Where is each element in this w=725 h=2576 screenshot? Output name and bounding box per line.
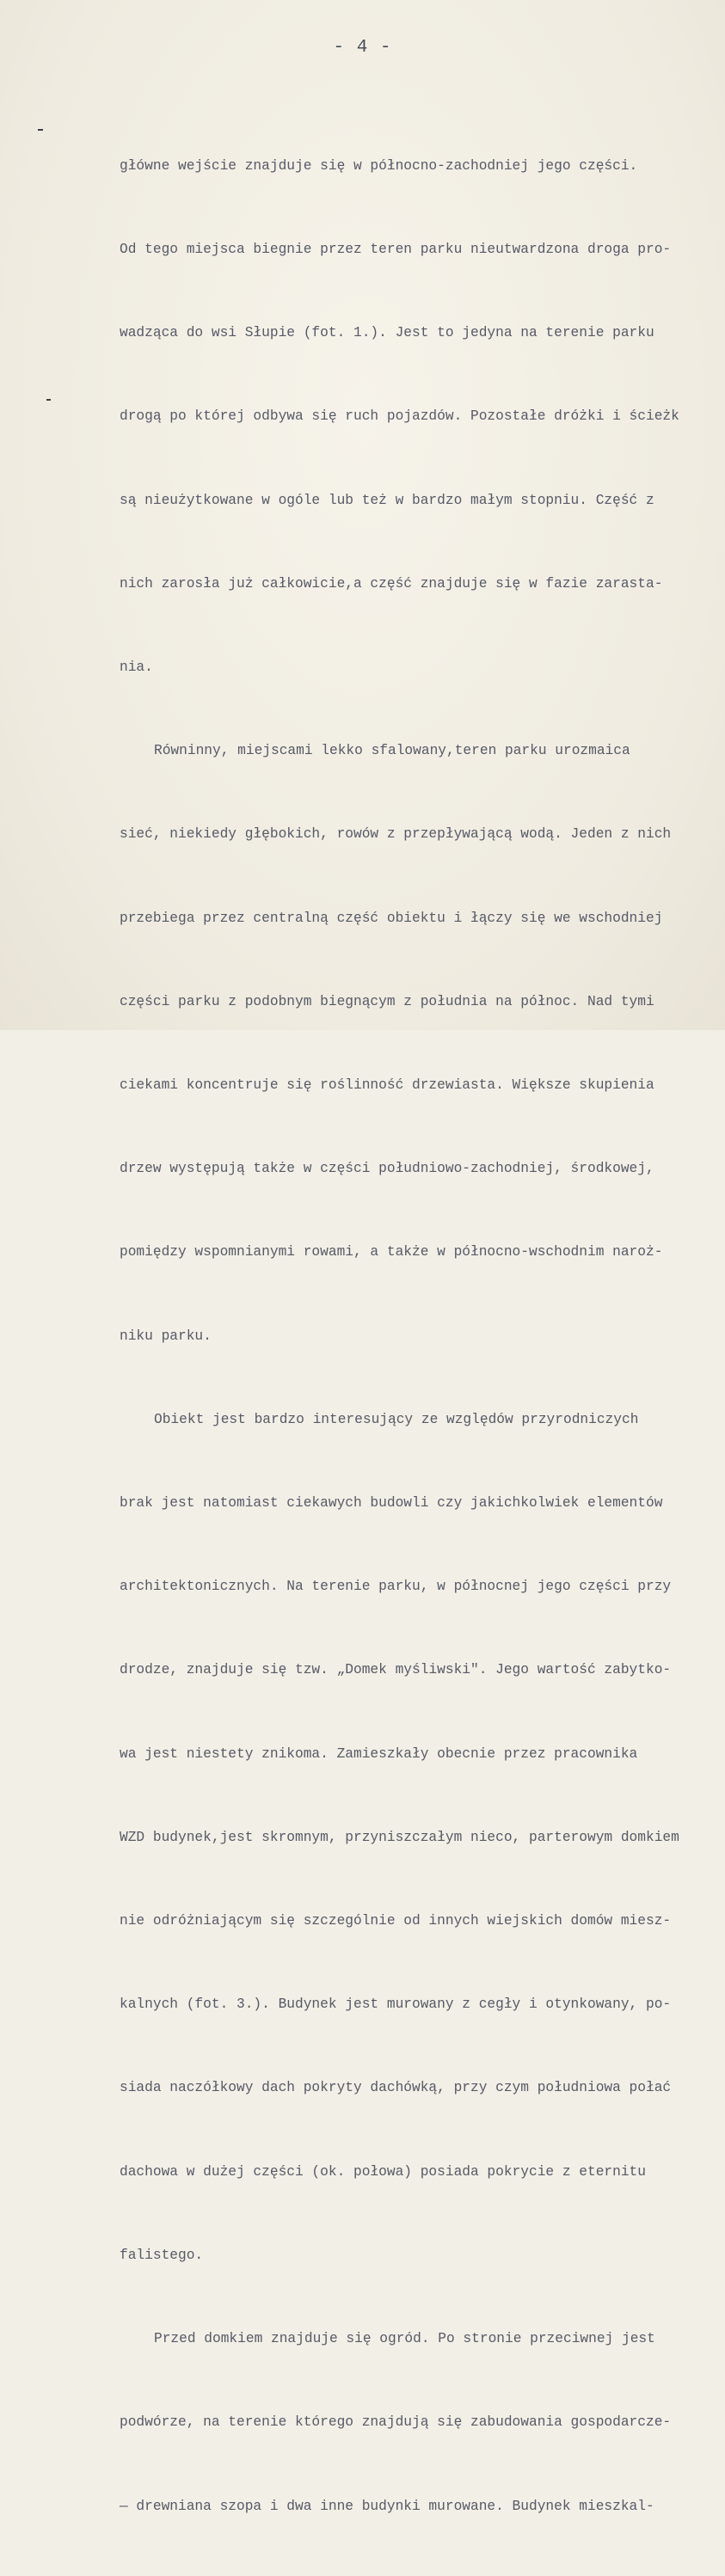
text-line: siada naczółkowy dach pokryty dachówką, przy czym południowa połać xyxy=(120,2080,672,2096)
text-line: nich zarosła już całkowicie,a część znajduje się w fazie zarasta- xyxy=(120,575,663,592)
text-line: pomiędzy wspomnianymi rowami, a także w północno-wschodnim naroż- xyxy=(120,1244,663,1260)
text-line: Obiekt jest bardzo interesujący ze względów przyrodniczych xyxy=(154,1411,639,1427)
text-line: nia. xyxy=(120,659,153,676)
margin-mark xyxy=(38,129,43,131)
text-line: Przed domkiem znajduje się ogród. Po stronie przeciwnej jest xyxy=(154,2331,655,2347)
text-line: WZD budynek,jest skromnym, przyniszczałym nieco, parterowym domkiem xyxy=(120,1829,679,1845)
text-line: części parku z podobnym biegnącym z południa na północ. Nad tymi xyxy=(120,993,654,1009)
text-line: Równinny, miejscami lekko sfalowany,teren parku urozmaica xyxy=(154,743,630,759)
text-line: są nieużytkowane w ogóle lub też w bardzo małym stopniu. Część z xyxy=(120,492,654,508)
text-line: — drewniana szopa i dwa inne budynki murowane. Budynek mieszkal- xyxy=(120,2498,654,2514)
text-line: Od tego miejsca biegnie przez teren parku nieutwardzona droga pro- xyxy=(120,242,672,258)
text-line: brak jest natomiast ciekawych budowli czy jakichkolwiek elementów xyxy=(120,1495,663,1512)
text-line: sieć, niekiedy głębokich, rowów z przepływającą wodą. Jeden z nich xyxy=(120,826,672,843)
margin-mark xyxy=(46,399,51,401)
text-line: drodze, znajduje się tzw. „Domek myśliwski". Jego wartość zabytko- xyxy=(120,1662,672,1678)
text-line: drzew występują także w części południowo-zachodniej, środkowej, xyxy=(120,1161,654,1177)
text-line: wa jest niestety znikoma. Zamieszkały obecnie przez pracownika xyxy=(120,1745,638,1762)
text-line: falistego. xyxy=(120,2247,204,2263)
text-line: niku parku. xyxy=(120,1328,212,1344)
text-line: wadząca do wsi Słupie (fot. 1.). Jest to jedyna na terenie parku xyxy=(120,325,654,341)
text-line: dachowa w dużej części (ok. połowa) posiada pokrycie z eternitu xyxy=(120,2163,646,2180)
text-line: podwórze, na terenie którego znajdują się zabudowania gospodarcze- xyxy=(120,2414,672,2431)
text-line: przebiega przez centralną część obiektu i łączy się we wschodniej xyxy=(120,910,663,926)
page-number: - 4 - xyxy=(333,38,392,58)
text-line: drogą po której odbywa się ruch pojazdów. Pozostałe dróżki i ścieżk xyxy=(120,408,679,425)
text-line: główne wejście znajduje się w północno-zachodniej jego części. xyxy=(120,157,638,174)
text-line: kalnych (fot. 3.). Budynek jest murowany z cegły i otynkowany, po- xyxy=(120,1996,672,2013)
text-line: architektonicznych. Na terenie parku, w północnej jego części przy xyxy=(120,1579,672,1595)
document-body xyxy=(120,96,722,2576)
text-line: ciekami koncentruje się roślinność drzewiasta. Większe skupienia xyxy=(120,1077,654,1094)
text-line: nie odróżniającym się szczególnie od innych wiejskich domów miesz- xyxy=(120,1913,672,1929)
